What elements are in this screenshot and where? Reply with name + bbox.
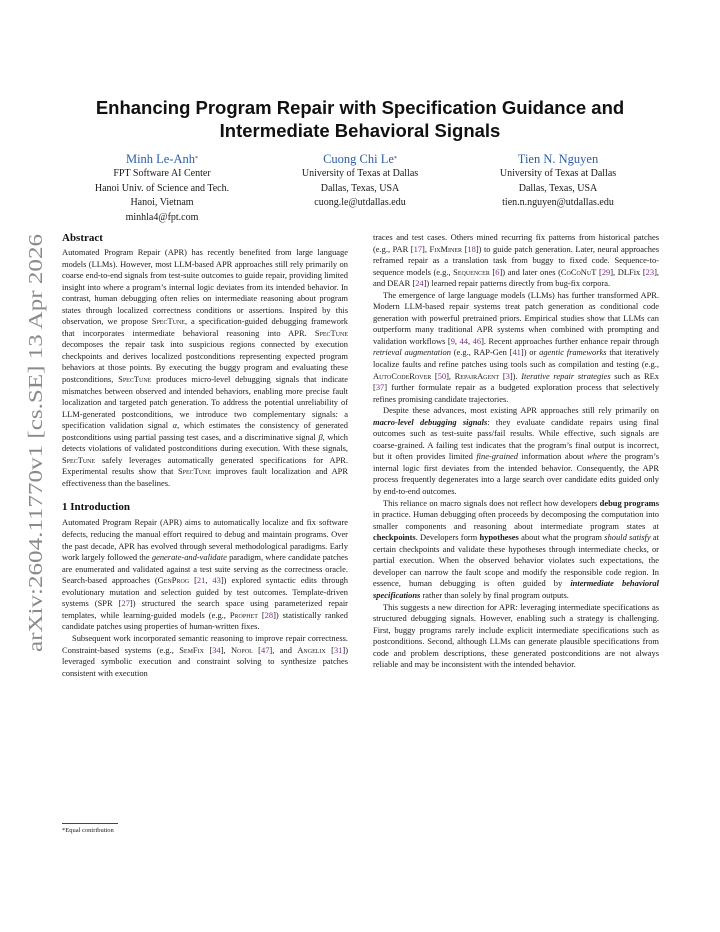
equal-contribution-mark: *	[195, 156, 199, 162]
author-2	[260, 151, 460, 211]
paper-title	[62, 96, 658, 142]
footnote-rule	[62, 823, 118, 824]
abstract-paragraph: Automated Program Repair (APR) has recently benefited from large language models (LLMs). However, most LLM-based APR approaches still rely primarily on coarse end-to-end signals from test-suite outcomes to guide repair, providing limited insight into where a program’s internal logic deviates from its intended behavior. In contrast, human debugging often relies on intermediate reasoning about program states through localized correctness conditions or assertions. Inspired by this observation, we propose SpecTune, a specification-guided debugging framework that incorporates intermediate behavioral reasoning into APR. SpecTune decomposes the repair task into suspicious regions connected by execution checkpoints and derives localized postconditions representing expected program behaviors at those points. By executing the buggy program and evaluating these postconditions, SpecTune produces micro-level debugging signals that indicate mismatches between observed and intended behaviors, enabling more precise fault localization and targeted patch generation. To address the potential unreliability of LLM-generated postconditions, we introduce two complementary signals: a specification validation signal α, which estimates the consistency of generated postconditions using partial passing test cases, and a discriminative signal β, which detects violations of validated postconditions during execution. With these signals, SpecTune safely leverages automatically generated specifications for APR. Experimental results show that SpecTune improves fault localization and APR effectiveness than the baselines.	[62, 247, 348, 488]
author-location: Hanoi, Vietnam	[130, 197, 194, 208]
author-1	[62, 151, 262, 225]
arxiv-stamp-text: arXiv:2604.11770v1 [cs.SE] 13 Apr 2026	[25, 318, 47, 652]
author-name: Cuong Chi Le	[323, 152, 394, 166]
body-paragraph: The emergence of large language models (LLMs) has further transformed APR. Modern LLM-based repair systems treat patch generation as conditional code generation with powerful pretrained priors. Empirical studies show that LLMs can outperform many traditional APR systems when combined with prompting and validation workflows [9, 44, 46]. Recent approaches further enhance repair through retrieval augmentation (e.g., RAP-Gen [41]) or agentic frameworks that iteratively localize faults and refine patches using tools such as compilation and testing (e.g., AutoCodeRover [50], RepairAgent [3]). Iterative repair strategies such as REx [37] further formulate repair as a budgeted exploration process that selectively refines promising candidate trajectories.	[373, 289, 659, 404]
right-column	[373, 232, 659, 671]
body-paragraph: traces and test cases. Others mined recurring fix patterns from historical patches (e.g., PAR [17], FixMiner [18]) to guide patch generation. Later, neural approaches reframed repair as a translation task from buggy to fixed code. Sequence-to-sequence models (e.g., Sequencer [6]) and later ones (CoCoNuT [29], DLFix [23], and DEAR [24]) learned repair patterns directly from bug-fix corpora.	[373, 232, 660, 289]
author-affiliation: University of Texas at Dallas	[301, 168, 419, 179]
left-column	[62, 232, 348, 679]
introduction-paragraph: Subsequent work incorporated semantic reasoning to improve repair correctness. Constraint-based systems (e.g., SemFix [34], Nopol [47], and Angelix [31]) leveraged symbolic execution and constraint solving to synthesize patches consistent with execution	[62, 632, 349, 678]
abstract-heading: Abstract	[62, 232, 103, 244]
author-affiliation: Hanoi Univ. of Science and Tech.	[94, 182, 230, 194]
title-line-1: Enhancing Program Repair with Specification Guidance and	[95, 97, 625, 118]
body-paragraph: Despite these advances, most existing APR approaches still rely primarily on macro-level debugging signals: they evaluate candidate repairs using final outcomes such as test-suite pass/fail results. While effective, such signals are coarse-grained. A failing test indicates that the program’s final output is incorrect, but it often provides limited fine-grained information about where the program’s internal logic first deviates from the intended behavior. Consequently, the APR process frequently degenerates into a large search over candidate edits guided only by end-to-end outcomes.	[373, 405, 659, 497]
author-affiliation: University of Texas at Dallas	[499, 168, 617, 179]
arxiv-identifier-stamp	[12, 232, 50, 652]
author-email: cuong.le@utdallas.edu	[314, 197, 406, 208]
author-3	[458, 151, 658, 211]
introduction-paragraph: Automated Program Repair (APR) aims to automatically localize and fix software defects, reducing the manual effort required to debug and maintain programs. Over the past decade, APR has evolved through several methodological paradigms. Early work largely followed the generate-and-validate paradigm, where candidate patches are enumerated and validated against a test suite serving as the correctness oracle. Search-based approaches (GenProg [21, 43]) explored syntactic edits through evolutionary mutation and selection guided by test outcomes. Template-driven systems (SPR [27]) structured the search space using parameterized repair templates, while learning-guided models (e.g., Prophet [28]) statistically ranked candidate patches using properties of human-written fixes.	[62, 517, 349, 632]
author-email: minhla4@fpt.com	[125, 211, 199, 223]
introduction-heading: 1 Introduction	[62, 501, 130, 514]
footnote-text: *Equal contribution	[62, 827, 114, 834]
author-name: Tien N. Nguyen	[517, 152, 599, 166]
author-location: Dallas, Texas, USA	[518, 182, 598, 194]
equal-contribution-mark: *	[393, 156, 397, 162]
body-paragraph: This reliance on macro signals does not reflect how developers debug programs in practice. Human debugging often proceeds by decomposing the computation into smaller components and reasoning about intermediate program states at checkpoints. Developers form hypotheses about what the program should satisfy at certain checkpoints and validate these hypotheses through intermediate checks, or partial execution. When the observed behavior violates such expectations, the developer can narrow the fault scope and modify the responsible code region. In essence, human debugging is often guided by intermediate behavioral specifications rather than solely by final program outputs.	[373, 497, 660, 600]
author-affiliation: FPT Software AI Center	[113, 168, 211, 179]
author-location: Dallas, Texas, USA	[320, 182, 400, 194]
footnote	[62, 823, 348, 835]
body-paragraph: This suggests a new direction for APR: leveraging intermediate specifications as structured debugging signals. However, enabling such a strategy is challenging. First, buggy programs rarely include explicit intermediate specifications such as postconditions. Second, although LLMs can generate plausible specifications from code and problem descriptions, these generated postconditions are not always reliable and may be inconsistent with the intended behavior.	[373, 601, 659, 670]
title-line-2: Intermediate Behavioral Signals	[219, 120, 501, 141]
author-name: Minh Le-Anh	[125, 152, 196, 166]
author-email: tien.n.nguyen@utdallas.edu	[502, 197, 614, 208]
